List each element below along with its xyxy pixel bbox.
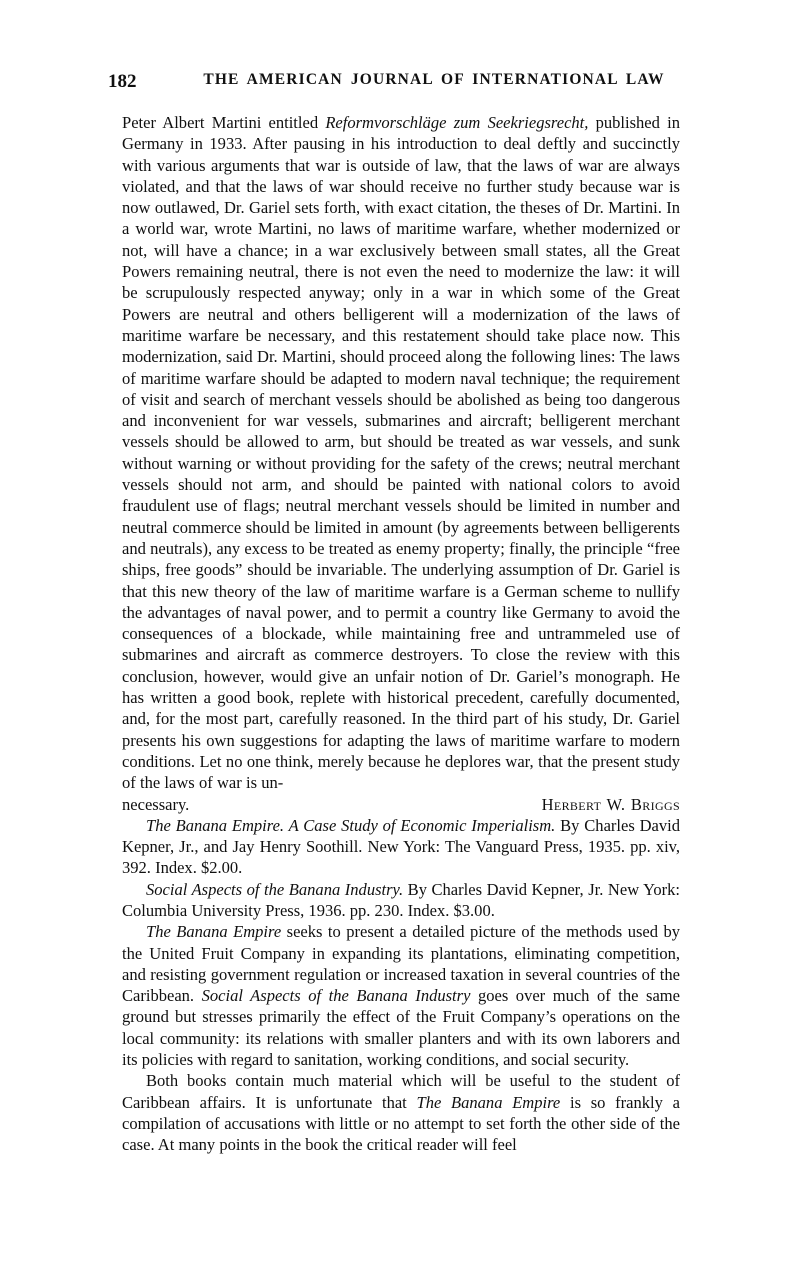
- page-number: 182: [108, 71, 137, 92]
- review-text-1a: seeks to present a detailed picture of the methods used by the United Fruit Company in expanding its plantations, eliminating competition, and resisting government regulation or increased taxation in several countries of the Caribbean.: [122, 922, 680, 1006]
- paragraph-lead-text: Peter Albert Martini entitled: [122, 113, 326, 132]
- book-entry-social-aspects: [122, 879, 680, 922]
- paragraph-final-word: necessary.: [122, 794, 190, 814]
- paragraph-body-text: published in Germany in 1933. After pausing in his introduction to deal deftly and succinctly with various arguments that war is outside of law, that the laws of war are always violated, and that the laws of war should receive no further study because war is now outlawed, Dr. Gariel sets forth, with exact citation, the theses of Dr. Martini. In a world war, wrote Martini, no laws of maritime warfare, whether modernized or not, will have a chance; in a war exclusively between small states, all the Great Powers remaining neutral, there is not even the need to modernize the law: it will be scrupulously respected anyway; only in a war in which some of the Great Powers are neutral and others belligerent will a modernization of the laws of maritime warfare be necessary, and this restatement should take place now. This modernization, said Dr. Martini, should proceed along the following lines: The laws of maritime warfare should be adapted to modern naval technique; the requirement of visit and search of merchant vessels should be abolished as being too dangerous and inconvenient for war vessels, submarines and aircraft; belligerent merchant vessels should be allowed to arm, but should be treated as war vessels, and sunk without warning or without providing for the safety of the crews; neutral merchant vessels should not arm, and should be painted with national colors to avoid fraudulent use of flags; neutral merchant vessels should be limited in number and neutral commerce should be limited in amount (by agreements between belligerents and neutrals), any excess to be treated as enemy property; finally, the principle “free ships, free goods” should be invariable. The underlying assumption of Dr. Gariel is that this new theory of the law of maritime warfare is a German scheme to nullify the advantages of naval power, and to permit a country like Germany to avoid the consequences of a blockade, while maintaining free and untrammeled use of submarines and aircraft as commerce destroyers. To close the review with this conclusion, however, would give an unfair notion of Dr. Gariel’s monograph. He has written a good book, replete with historical precedent, carefully documented, and, for the most part, carefully reasoned. In the third part of his study, Dr. Gariel presents his own suggestions for adapting the laws of maritime warfare to modern conditions. Let no one think, merely because he deplores war, that the present study of the laws of war is un-: [122, 113, 680, 793]
- inline-title-banana-empire: The Banana Empire: [146, 922, 282, 942]
- book-entry-title-1: The Banana Empire. A Case Study of Economic Imperialism.: [146, 815, 556, 835]
- closing-line-with-signature: [122, 794, 680, 815]
- book-entry-title-2: Social Aspects of the Banana Industry.: [146, 879, 404, 899]
- running-head: [0, 72, 800, 98]
- book-title-italic: Reformvorschläge zum Seekriegsrecht,: [325, 113, 589, 132]
- journal-title: THE AMERICAN JOURNAL OF INTERNATIONAL LAW: [203, 71, 665, 88]
- inline-title-banana-empire-2: The Banana Empire: [416, 1092, 561, 1112]
- review-text-2b: is so frankly a compilation of accusations with little or no attempt to set forth the other side of the case. At many points in the book the critical reader will feel: [122, 1092, 680, 1155]
- review-paragraph-gariel: [122, 112, 680, 794]
- book-entry-imprint-2: By Charles David Kepner, Jr. New York: Columbia University Press, 1936. pp. 230. Index. $3.00.: [122, 879, 680, 920]
- review-text-1b: goes over much of the same ground but stresses primarily the effect of the Fruit Company’s operations on the local community: its relations with smaller planters and with its own laborers and its policies with regard to sanitation, working conditions, and social security.: [122, 986, 680, 1070]
- review-text-2a: Both books contain much material which will be useful to the student of Caribbean affairs. It is unfortunate that: [122, 1071, 680, 1112]
- inline-title-social-aspects: Social Aspects of the Banana Industry: [201, 986, 471, 1006]
- text-column: [122, 112, 680, 1156]
- book-entry-banana-empire: [122, 815, 680, 879]
- book-entry-imprint-1: By Charles David Kepner, Jr., and Jay Henry Soothill. New York: The Vanguard Press, 1935. pp. xiv, 392. Index. $2.00.: [122, 815, 681, 878]
- review-paragraph-banana-2: [122, 1070, 680, 1155]
- reviewer-signature: Herbert W. Briggs: [541, 794, 680, 814]
- review-paragraph-banana-1: [122, 921, 680, 1070]
